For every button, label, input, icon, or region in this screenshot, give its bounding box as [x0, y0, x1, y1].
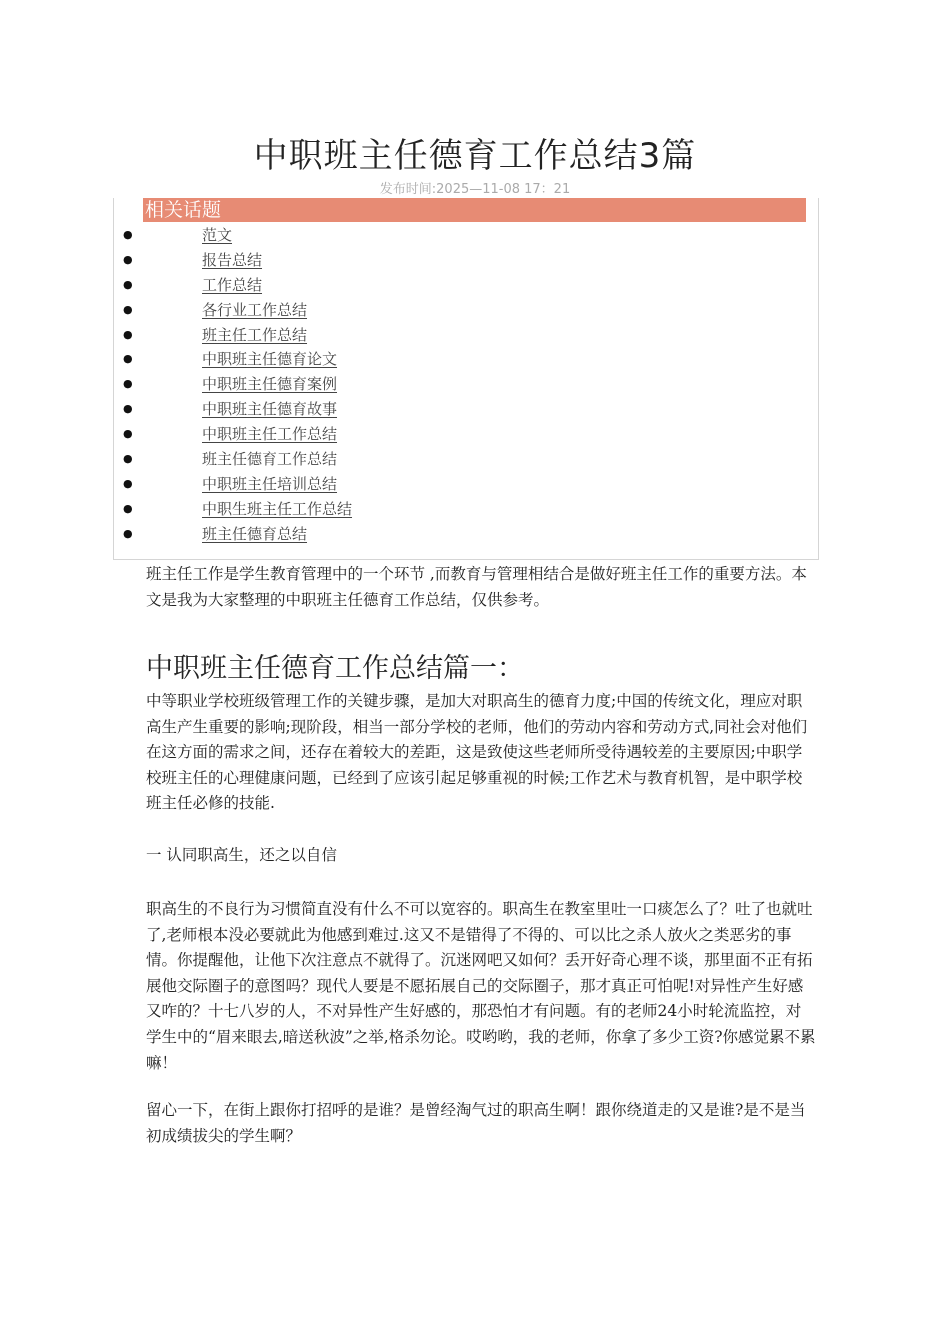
- body-paragraph: 职高生的不良行为习惯简直没有什么不可以宽容的。职高生在教室里吐一口痰怎么了？吐了也就吐了,老师根本没必要就此为他感到难过.这又不是错得了不得的、可以比之杀人放火之类恶劣的事情。你提醒他，让他下次注意点不就得了。沉迷网吧又如何？丢开好奇心理不谈，那里面不正有拓展他交际圈子的意图吗？现代人要是不愿拓展自己的交际圈子，那才真正可怕呢!对异性产生好感又咋的？十七八岁的人，不对异性产生好感的，那恐怕才有问题。有的老师24小时轮流监控，对学生中的“眉来眼去,暗送秋波”之举,格杀勿论。哎哟哟，我的老师，你拿了多少工资?你感觉累不累嘛！: [146, 900, 816, 1072]
- topic-link-student-head-teacher-summary[interactable]: 中职生班主任工作总结: [202, 499, 353, 518]
- list-item: [0, 422, 950, 447]
- topic-link-vocational-head-teacher-summary[interactable]: 中职班主任工作总结: [202, 425, 338, 444]
- list-item: [0, 447, 950, 472]
- bullet-icon: ●: [123, 427, 133, 441]
- bullet-icon: ●: [123, 501, 133, 515]
- bullet-icon: ●: [123, 327, 133, 341]
- intro-paragraph: 班主任工作是学生教育管理中的一个环节 ,而教育与管理相结合是做好班主任工作的重要方法。本文是我为大家整理的中职班主任德育工作总结，仅供参考。: [146, 565, 807, 609]
- list-item: [0, 347, 950, 372]
- section-heading: 中职班主任德育工作总结篇一：: [146, 653, 524, 684]
- bullet-icon: ●: [123, 402, 133, 416]
- list-item: [0, 298, 950, 323]
- topic-link-moral-thesis[interactable]: 中职班主任德育论文: [202, 350, 338, 369]
- page-title: 中职班主任德育工作总结3篇: [253, 136, 697, 176]
- related-topics-list: [0, 223, 950, 547]
- topic-link-fanwen[interactable]: 范文: [202, 226, 233, 244]
- topic-link-industry-summary[interactable]: 各行业工作总结: [202, 300, 308, 319]
- list-item: [0, 522, 950, 547]
- publish-time: 发布时间:2025—11-08 17：21: [379, 182, 571, 197]
- bullet-icon: ●: [123, 476, 133, 490]
- topic-link-moral-summary[interactable]: 班主任德育总结: [202, 524, 308, 543]
- list-item: [0, 472, 950, 497]
- bullet-icon: ●: [123, 352, 133, 366]
- bullet-icon: ●: [123, 452, 133, 466]
- list-item: [0, 323, 950, 348]
- topic-link-report-summary[interactable]: 报告总结: [202, 250, 263, 269]
- bullet-icon: ●: [123, 277, 133, 291]
- topic-link-moral-cases[interactable]: 中职班主任德育案例: [202, 375, 338, 394]
- topic-link-work-summary[interactable]: 工作总结: [202, 275, 263, 294]
- list-item: [0, 397, 950, 422]
- topic-link-head-teacher-summary[interactable]: 班主任工作总结: [202, 325, 308, 344]
- topic-current-moral-work-summary: 班主任德育工作总结: [202, 450, 338, 469]
- related-topics-header: 相关话题: [143, 198, 806, 222]
- body-paragraph: 中等职业学校班级管理工作的关键步骤，是加大对职高生的德育力度;中国的传统文化，理应对职高生产生重要的影响;现阶段，相当一部分学校的老师，他们的劳动内容和劳动方式,同社会对他们在这方面的需求之间，还存在着较大的差距，这是致使这些老师所受待遇较差的主要原因;中职学校班主任的心理健康问题，已经到了应该引起足够重视的时候;工作艺术与教育机智，是中职学校班主任必修的技能.: [146, 692, 808, 813]
- list-item: [0, 372, 950, 397]
- body-paragraph: 留心一下，在街上跟你打招呼的是谁？是曾经淘气过的职高生啊！跟你绕道走的又是谁?是不是当初成绩拔尖的学生啊？: [146, 1101, 806, 1145]
- list-item: [0, 248, 950, 273]
- sub-heading: 一 认同职高生，还之以自信: [146, 846, 337, 864]
- list-item: [0, 273, 950, 298]
- bullet-icon: ●: [123, 526, 133, 540]
- bullet-icon: ●: [123, 302, 133, 316]
- bullet-icon: ●: [123, 252, 133, 266]
- topic-link-moral-stories[interactable]: 中职班主任德育故事: [202, 400, 338, 419]
- list-item: [0, 497, 950, 522]
- bullet-icon: ●: [123, 228, 133, 241]
- list-item: [0, 223, 950, 248]
- topic-link-training-summary[interactable]: 中职班主任培训总结: [202, 474, 338, 493]
- bullet-icon: ●: [123, 377, 133, 391]
